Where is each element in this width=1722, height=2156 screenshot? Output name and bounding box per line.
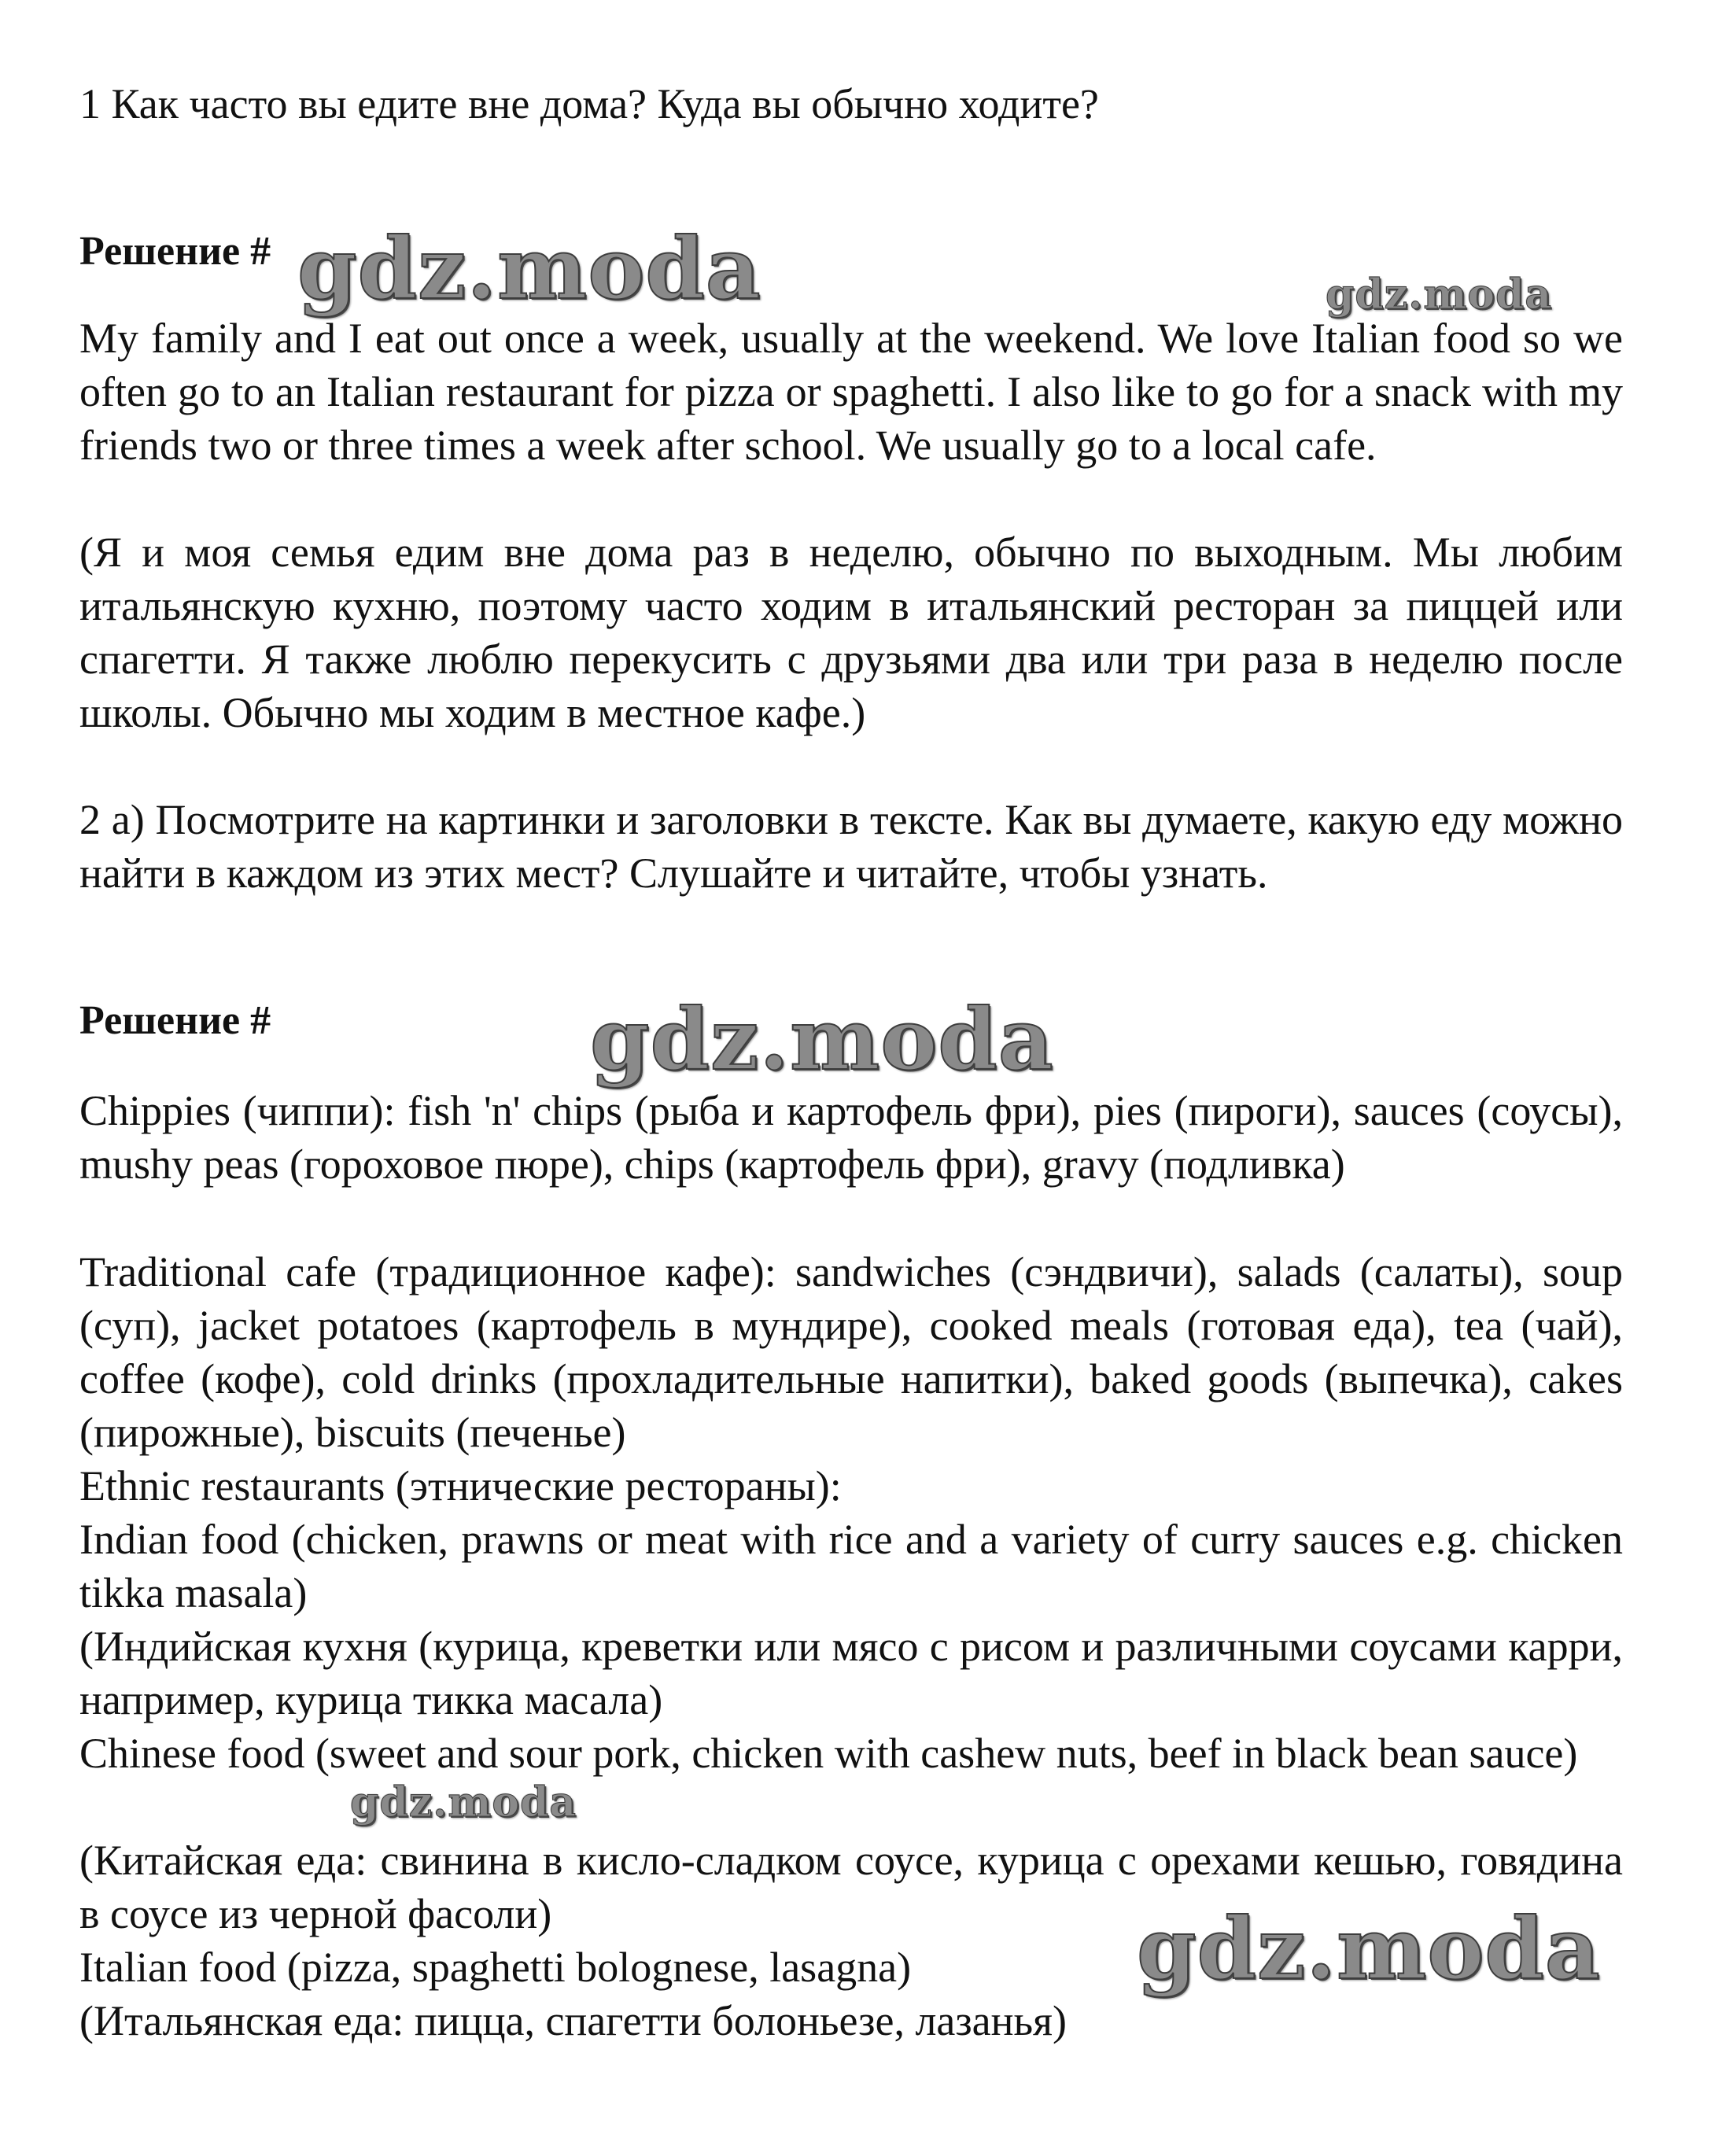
solution-1-heading: Решение #	[79, 229, 271, 274]
answer-chinese-ru: (Китайская еда: свинина в кисло-сладком соусе, курица с орехами кешью, говядина в соусе из черной фасоли)	[79, 1837, 1623, 1937]
solution-2-heading: Решение #	[79, 998, 271, 1043]
question-2a: 2 a) Посмотрите на картинки и заголовки в тексте. Как вы думаете, какую еду можно найти в каждом из этих мест? Слушайте и читайте, чтобы узнать.	[79, 796, 1623, 897]
watermark-logo: gdz.moda	[350, 1778, 577, 1826]
answer-italian-en: Italian food (pizza, spaghetti bolognese, lasagna)	[79, 1944, 912, 1991]
answer-traditional-cafe: Traditional cafe (традиционное кафе): sandwiches (сэндвичи), salads (салаты), soup (суп), jacket potatoes (картофель в мундире), cooked meals (готовая еда), tea (чай), coffee (кофе), cold drinks (прохладительные напитки), baked goods (выпечка), cakes (пирожные), biscuits (печенье)	[79, 1248, 1623, 1456]
solution-1-answer-en: My family and I eat out once a week, usually at the weekend. We love Italian food so we often go to an Italian restaurant for pizza or spaghetti. I also like to go for a snack with my friends two or three times a week after school. We usually go to a local cafe.	[79, 315, 1623, 469]
answer-italian-ru: (Итальянская еда: пицца, спагетти болоньезе, лазанья)	[79, 1997, 1067, 2044]
watermark-logo: gdz.moda	[590, 990, 1054, 1089]
watermark-logo: gdz.moda	[1326, 271, 1553, 319]
answer-chinese-en: Chinese food (sweet and sour pork, chicken with cashew nuts, beef in black bean sauce)	[79, 1730, 1578, 1777]
answer-chippies: Chippies (чиппи): fish 'n' chips (рыба и картофель фри), pies (пироги), sauces (соусы), mushy peas (гороховое пюре), chips (картофель фри), gravy (подливка)	[79, 1087, 1623, 1188]
answer-indian-ru: (Индийская кухня (курица, креветки или мясо с рисом и различными соусами карри, например, курица тикка масала)	[79, 1623, 1623, 1723]
watermark-logo: gdz.moda	[1137, 1900, 1601, 1999]
answer-indian-en: Indian food (chicken, prawns or meat with rice and a variety of curry sauces e.g. chicken tikka masala)	[79, 1516, 1623, 1616]
solution-1-answer-ru: (Я и моя семья едим вне дома раз в неделю, обычно по выходным. Мы любим итальянскую кухню, поэтому часто ходим в итальянский ресторан за пиццей или спагетти. Я также люблю перекусить с друзьями два или три раза в неделю после школы. Обычно мы ходим в местное кафе.)	[79, 529, 1623, 736]
answer-ethnic-heading: Ethnic restaurants (этнические рестораны):	[79, 1462, 842, 1509]
question-1: 1 Как часто вы едите вне дома? Куда вы обычно ходите?	[79, 80, 1099, 127]
watermark-logo: gdz.moda	[297, 219, 761, 319]
